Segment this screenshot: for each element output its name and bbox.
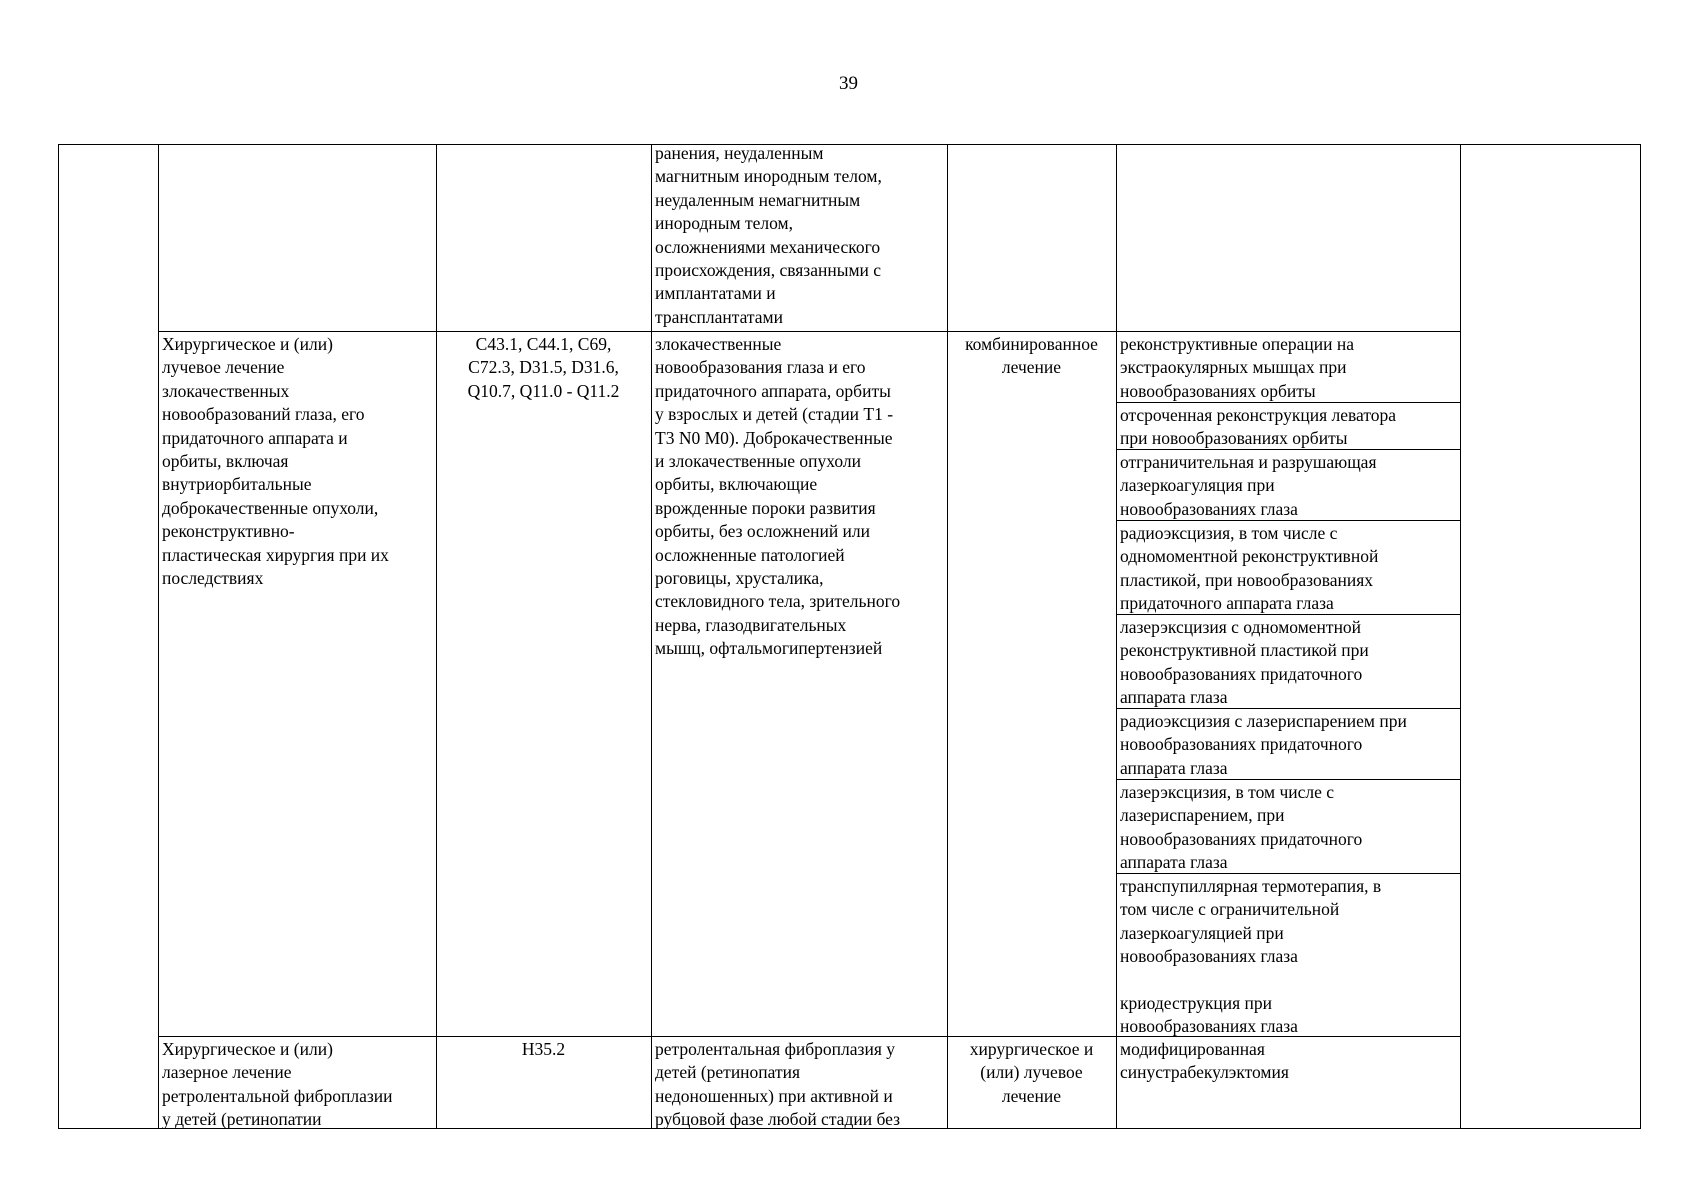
column-divider [947, 145, 948, 1128]
method-cell: радиоэксцизия, в том числе с одномоментной реконструктивной пластикой, при новообразованиях придаточного аппарата глаза [1120, 523, 1379, 614]
method-cell: транспупиллярная термотерапия, в том числе с ограничительной лазеркоагуляцией при новообразованиях глаза криодеструкция при новообразованиях глаза [1120, 876, 1382, 1037]
method-cell: отсроченная реконструкция леватора при новообразованиях орбиты [1120, 405, 1397, 449]
column-divider [158, 145, 159, 1128]
column-divider [436, 145, 437, 1128]
continuation-diagnosis-cell: ранения, неудаленным магнитным инородным телом, неудаленным немагнитным инородным телом, осложнениями механического происхождения, связанными с имплантатами и трансплантатами [655, 143, 882, 327]
method-cell: отграничительная и разрушающая лазеркоагуляция при новообразованиях глаза [1120, 452, 1377, 519]
method-cell: лазерэксцизия с одномоментной реконструктивной пластикой при новообразованиях придаточного аппарата глаза [1120, 617, 1369, 708]
method-cell: лазерэксцизия, в том числе с лазериспарением, при новообразованиях придаточного аппарата глаза [1120, 782, 1363, 873]
row-divider [158, 331, 1461, 332]
tumors-name-cell: Хирургическое и (или) лучевое лечение злокачественных новообразований глаза, его придаточного аппарата и орбиты, включая внутриорбитальные доброкачественные опухоли, реконструктивно- пластическая хирургия при их последствиях [162, 334, 389, 589]
method-cell: радиоэксцизия с лазериспарением при новообразованиях придаточного аппарата глаза [1120, 711, 1407, 778]
retinopathy-treatment-cell: хирургическое и (или) лучевое лечение [969, 1039, 1094, 1106]
retinopathy-codes-cell: H35.2 [521, 1039, 566, 1059]
method-cell: реконструктивные операции на экстраокулярных мышцах при новообразованиях орбиты [1120, 334, 1354, 401]
column-divider [1460, 145, 1461, 1128]
tumors-diagnosis-cell: злокачественные новообразования глаза и его придаточного аппарата, орбиты у взрослых и детей (стадии T1 - T3 N0 M0). Доброкачественные и злокачественные опухоли орбиты, включающие врожденные пороки развития орбиты, без осложнений или осложненные патологией роговицы, хрусталика, стекловидного тела, зрительного нерва, глазодвигательных мышц, офтальмогипертензией [655, 334, 901, 659]
tumors-codes-cell: C43.1, C44.1, C69, C72.3, D31.5, D31.6, Q10.7, Q11.0 - Q11.2 [467, 334, 620, 401]
treatment-table [58, 144, 1641, 1129]
retinopathy-diagnosis-cell: ретролентальная фиброплазия у детей (ретинопатия недоношенных) при активной и рубцовой фазе любой стадии без [655, 1039, 901, 1130]
page-number: 39 [839, 73, 858, 94]
retinopathy-name-cell: Хирургическое и (или) лазерное лечение ретролентальной фиброплазии у детей (ретинопатии [162, 1039, 393, 1130]
retinopathy-method-cell: модифицированная синустрабекулэктомия [1120, 1039, 1289, 1083]
tumors-treatment-cell: комбинированное лечение [965, 334, 1098, 378]
